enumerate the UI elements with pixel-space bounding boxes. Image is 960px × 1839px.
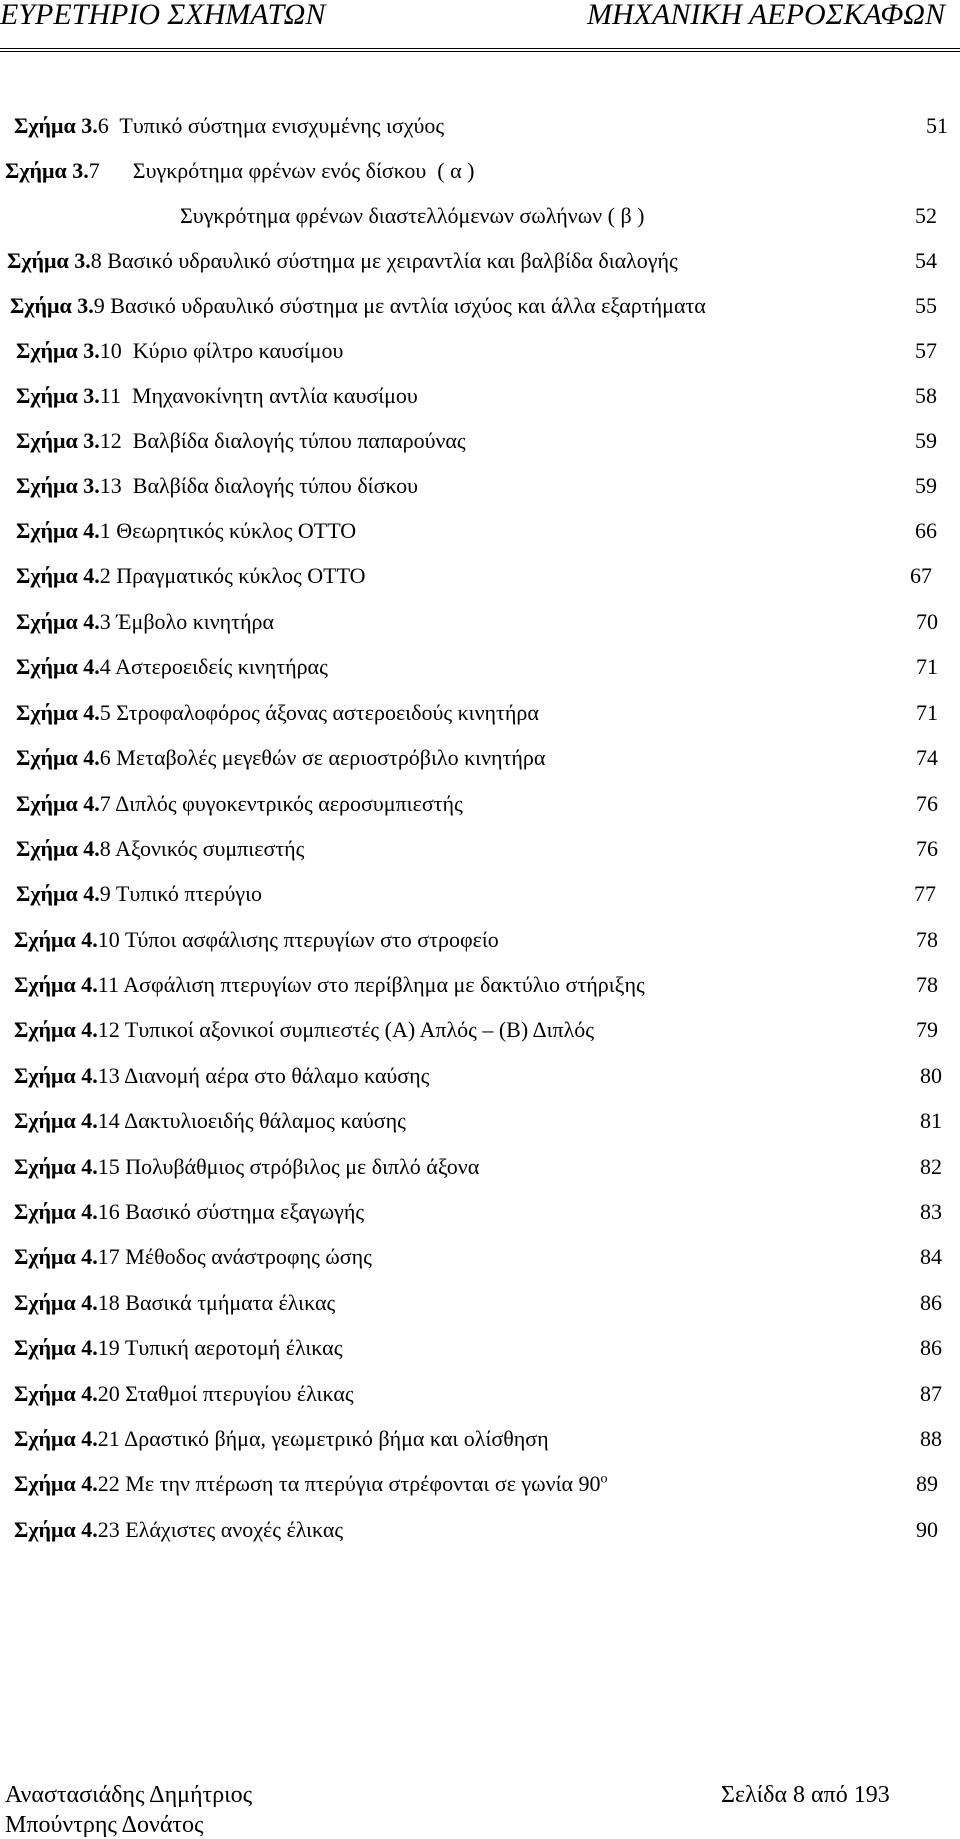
page-number: 54 [915,248,937,273]
figure-subnumber: 23 [97,1517,120,1542]
figure-number: Σχήμα 4. [14,972,98,997]
list-item [180,203,644,229]
figure-number: Σχήμα 4. [14,927,98,952]
figure-title: Με την πτέρωση τα πτερύγια στρέφονται σε γωνία 90 [119,1471,601,1496]
page-number: 52 [915,203,937,228]
page-number: 87 [920,1381,942,1406]
figure-number: Σχήμα 4. [14,1471,98,1496]
figure-title: Μέθοδος ανάστροφης ώσης [119,1244,372,1269]
figure-number: Σχήμα 3. [16,428,100,453]
figure-title: Σταθμοί πτερυγίου έλικας [119,1381,354,1406]
figure-subnumber: 19 [97,1335,120,1360]
header-rule [0,48,960,52]
list-item [14,1335,342,1361]
list-item [5,158,474,184]
figure-subnumber: 16 [97,1199,120,1224]
figure-subnumber: 10 [99,338,122,363]
figure-title: Έμβολο κινητήρα [110,609,275,634]
list-item [14,927,499,953]
list-item [16,473,418,499]
figure-title: Ασφάλιση πτερυγίων στο περίβλημα με δακτύλιο στήριξης [118,972,645,997]
footer-page-info: Σελίδα 8 από 193 [721,1782,890,1808]
figure-title: Τύποι ασφάλισης πτερυγίων στο στροφείο [119,927,499,952]
page-number: 86 [920,1290,942,1315]
figure-title: Βασικά τμήματα έλικας [119,1290,336,1315]
page-number: 58 [915,383,937,408]
page-number: 82 [920,1154,942,1179]
figure-subnumber: 4 [99,654,111,679]
list-item [16,383,418,409]
figure-number: Σχήμα 4. [16,609,100,634]
list-item [14,972,645,998]
figure-subnumber: 17 [97,1244,120,1269]
figure-number: Σχήμα 4. [14,1426,98,1451]
figure-subnumber: 3 [99,609,111,634]
page-number: 67 [910,563,932,588]
figure-number: Σχήμα 3. [16,473,100,498]
figure-title: Βαλβίδα διαλογής τύπου παπαρούνας [121,428,466,453]
figure-number: Σχήμα 3. [16,338,100,363]
page-header [0,0,960,52]
figure-subnumber: 10 [97,927,120,952]
header-right-title: ΜΗΧΑΝΙΚΗ ΑΕΡΟΣΚΑΦΩΝ [587,0,945,31]
figure-title: Διανομή αέρα στο θάλαμο καύσης [119,1063,430,1088]
page-number: 78 [916,927,938,952]
figure-subnumber: 1 [99,518,111,543]
degree-superscript: ο [600,1471,608,1487]
figure-title: Δραστικό βήμα, γεωμετρικό βήμα και ολίσθηση [119,1426,549,1451]
figure-title: Διπλός φυγοκεντρικός αεροσυμπιεστής [110,791,463,816]
figure-subnumber: 11 [97,972,119,997]
page-number: 71 [916,654,938,679]
list-item [14,1471,608,1497]
figure-number: Σχήμα 4. [14,1108,98,1133]
figure-title: Τυπική αεροτομή έλικας [119,1335,343,1360]
figure-title: Στροφαλοφόρος άξονας αστεροειδούς κινητήρα [110,700,539,725]
figure-number: Σχήμα 4. [14,1244,98,1269]
list-item [14,1154,479,1180]
figure-subnumber: 13 [97,1063,120,1088]
page-number: 59 [915,428,937,453]
footer-author-1: Αναστασιάδης Δημήτριος [5,1782,253,1808]
figure-number: Σχήμα 4. [14,1063,98,1088]
page-number: 78 [916,972,938,997]
figure-number: Σχήμα 4. [14,1335,98,1360]
figure-number: Σχήμα 3. [14,113,98,138]
list-item [14,1517,343,1543]
list-item [16,700,539,726]
figure-number: Σχήμα 4. [16,518,100,543]
figure-number: Σχήμα 4. [16,563,100,588]
figure-number: Σχήμα 4. [16,791,100,816]
page-number: 84 [920,1244,942,1269]
figure-title: Μηχανοκίνητη αντλία καυσίμου [120,383,418,408]
figure-title: Δακτυλιοειδής θάλαμος καύσης [119,1108,406,1133]
figure-title: Θεωρητικός κύκλος ΟΤΤΟ [110,518,357,543]
page-number: 88 [920,1426,942,1451]
page-number: 57 [915,338,937,363]
figure-number: Σχήμα 3. [16,383,100,408]
list-item [14,113,444,139]
figure-number: Σχήμα 4. [16,700,100,725]
header-left-title: ΕΥΡΕΤΗΡΙΟ ΣΧΗΜΑΤΩΝ [0,0,326,31]
figure-number: Σχήμα 4. [16,836,100,861]
list-item [14,1199,364,1225]
figure-subnumber: 18 [97,1290,120,1315]
figure-number: Σχήμα 4. [14,1517,98,1542]
figure-number: Σχήμα 4. [14,1154,98,1179]
figure-title: Αστεροειδείς κινητήρας [110,654,328,679]
figure-title: Τυπικοί αξονικοί συμπιεστές (Α) Απλός – (Β) Διπλός [119,1017,595,1042]
figure-title: Πολυβάθμιος στρόβιλος με διπλό άξονα [119,1154,480,1179]
figure-title: Βασικό υδραυλικό σύστημα με χειραντλία και βαλβίδα διαλογής [101,248,678,273]
list-item [16,745,545,771]
page-number: 80 [920,1063,942,1088]
figure-subnumber: 8 [99,836,111,861]
figure-title: Τυπικό σύστημα ενισχυμένης ισχύος [108,113,445,138]
figure-title: Κύριο φίλτρο καυσίμου [121,338,344,363]
list-item [16,791,463,817]
list-item [16,428,466,454]
list-item [16,518,356,544]
page-number: 83 [920,1199,942,1224]
figure-number: Σχήμα 4. [14,1381,98,1406]
figure-subnumber: 20 [97,1381,120,1406]
list-item [14,1381,354,1407]
page-number: 71 [916,700,938,725]
figure-subnumber: 9 [93,293,105,318]
page-number: 70 [916,609,938,634]
footer-author-2: Μπούντρης Δονάτος [5,1812,204,1838]
figure-number: Σχήμα 4. [14,1290,98,1315]
figure-title: Τυπικό πτερύγιο [110,881,263,906]
page-number: 74 [916,745,938,770]
figure-title: Συγκρότημα φρένων διαστελλόμενων σωλήνων ( β ) [180,203,645,228]
list-item [16,654,328,680]
page-number: 66 [915,518,937,543]
page-number: 86 [920,1335,942,1360]
page-number: 55 [915,293,937,318]
figure-number: Σχήμα 3. [7,248,91,273]
figure-title: Βασικό σύστημα εξαγωγής [119,1199,365,1224]
figure-title: Βασικό υδραυλικό σύστημα με αντλία ισχύος και άλλα εξαρτήματα [104,293,706,318]
list-item [16,563,366,589]
list-item [16,338,343,364]
figure-subnumber: 15 [97,1154,120,1179]
figure-subnumber: 7 [99,791,111,816]
page-number: 89 [916,1471,938,1496]
figure-subnumber: 12 [99,428,122,453]
figure-title: Ελάχιστες ανοχές έλικας [119,1517,344,1542]
list-item [14,1290,335,1316]
figure-number: Σχήμα 4. [16,654,100,679]
page-number: 59 [915,473,937,498]
list-item [14,1244,372,1270]
page-number: 77 [914,881,936,906]
page-number: 81 [920,1108,942,1133]
figure-number: Σχήμα 4. [14,1017,98,1042]
figure-subnumber: 5 [99,700,111,725]
list-item [14,1017,594,1043]
figure-subnumber: 7 [88,158,100,183]
figure-title: Πραγματικός κύκλος ΟΤΤΟ [110,563,366,588]
figure-subnumber: 8 [90,248,102,273]
figure-subnumber: 14 [97,1108,120,1133]
figure-subnumber: 6 [97,113,109,138]
page-number: 76 [916,791,938,816]
figure-title: Συγκρότημα φρένων ενός δίσκου ( α ) [99,158,475,183]
figure-number: Σχήμα 3. [5,158,89,183]
figure-subnumber: 22 [97,1471,120,1496]
list-item [7,248,678,274]
figure-subnumber: 9 [99,881,111,906]
figure-number: Σχήμα 4. [16,881,100,906]
figure-subnumber: 13 [99,473,122,498]
list-item [14,1063,429,1089]
figure-subnumber: 6 [99,745,111,770]
list-item [14,1426,549,1452]
figure-title: Μεταβολές μεγεθών σε αεριοστρόβιλο κινητήρα [110,745,546,770]
figure-title: Βαλβίδα διαλογής τύπου δίσκου [121,473,418,498]
figure-subnumber: 21 [97,1426,120,1451]
figure-subnumber: 12 [97,1017,120,1042]
list-item [16,609,274,635]
page-number: 76 [916,836,938,861]
page-number: 79 [916,1017,938,1042]
list-item [16,836,304,862]
figure-number: Σχήμα 3. [10,293,94,318]
list-item [16,881,262,907]
page-number: 51 [926,113,948,138]
figure-subnumber: 11 [99,383,121,408]
figure-title: Αξονικός συμπιεστής [110,836,305,861]
list-item [14,1108,406,1134]
figure-number: Σχήμα 4. [16,745,100,770]
list-item [10,293,706,319]
figure-number: Σχήμα 4. [14,1199,98,1224]
figure-subnumber: 2 [99,563,111,588]
page-number: 90 [916,1517,938,1542]
